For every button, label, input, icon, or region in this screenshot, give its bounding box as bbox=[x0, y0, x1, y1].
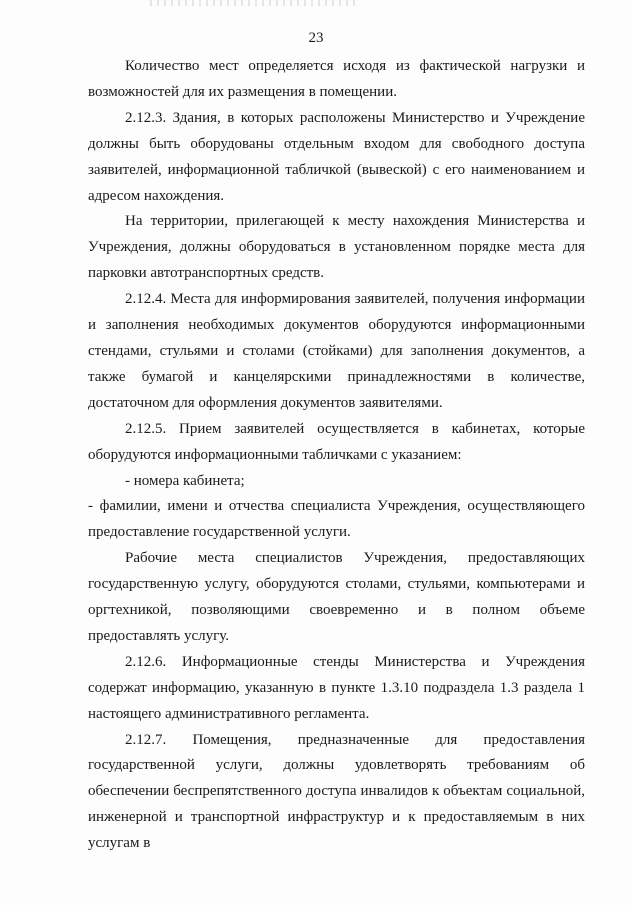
paragraph-workplaces: Рабочие места специалистов Учреждения, предоставляющих государственную услугу, оборудуются столами, стульями, компьютерами и оргтехникой, позволяющими своевременно и в полном объеме предоставлять услугу. bbox=[88, 550, 585, 644]
paragraph-2-12-6: 2.12.6. Информационные стенды Министерства и Учреждения содержат информацию, указанную в пункте 1.3.10 подраздела 1.3 раздела 1 настоящего административного регламента. bbox=[88, 653, 585, 722]
paragraph-2-12-5: 2.12.5. Прием заявителей осуществляется в кабинетах, которые оборудуются информационными табличками с указанием: bbox=[88, 420, 585, 463]
paragraph-seats: Количество мест определяется исходя из фактической нагрузки и возможностей для их размещения в помещении. bbox=[88, 58, 585, 100]
page-number: 23 bbox=[308, 30, 324, 46]
list-item-room-number: - номера кабинета; bbox=[125, 472, 245, 489]
paragraph-2-12-7: 2.12.7. Помещения, предназначенные для предоставления государственной услуги, должны удовлетворять требованиям об обеспечении беспрепятственного доступа инвалидов к объектам социальной, инженерной и транспортной инфраструктур и к предоставляемым в них услугам в bbox=[88, 731, 585, 852]
list-item-specialist-name: - фамилии, имени и отчества специалиста Учреждения, осуществляющего предоставление государственной услуги. bbox=[88, 498, 585, 541]
scan-artifact bbox=[150, 0, 360, 6]
document-body bbox=[88, 54, 585, 857]
paragraph-2-12-3: 2.12.3. Здания, в которых расположены Министерство и Учреждение должны быть оборудованы отдельным входом для свободного доступа заявителей, информационной табличкой (вывеской) с его наименованием и адресом нахождения. bbox=[88, 109, 585, 204]
paragraph-2-12-4: 2.12.4. Места для информирования заявителей, получения информации и заполнения необходимых документов оборудуются информационными стендами, стульями и столами (стойками) для заполнения документов, а также бумагой и канцелярскими принадлежностями в количестве, достаточном для оформления документов заявителями. bbox=[88, 291, 585, 411]
paragraph-parking: На территории, прилегающей к месту нахождения Министерства и Учреждения, должны оборудоваться в установленном порядке места для парковки автотранспортных средств. bbox=[88, 213, 585, 282]
